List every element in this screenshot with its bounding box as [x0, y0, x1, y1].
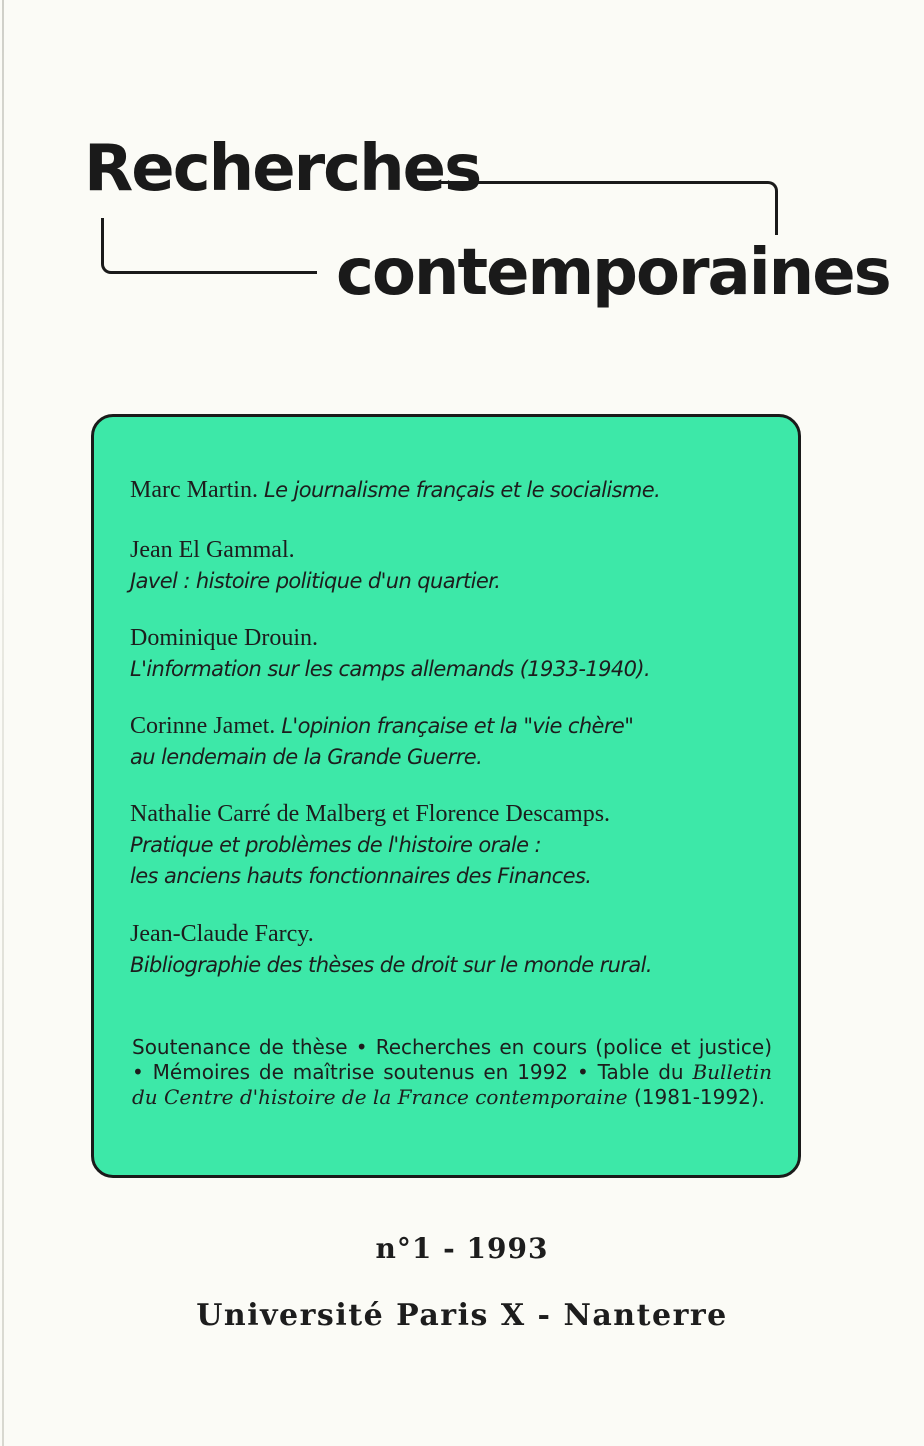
misc-text: Soutenance de thèse • Recherches en cours (police et justice) • Mémoires de maîtrise soutenus en 1992 • Table du	[132, 1035, 772, 1084]
entry-title-cont: les anciens hauts fonctionnaires des Finances.	[130, 864, 592, 888]
contents-entry	[130, 623, 790, 685]
contents-entry	[130, 799, 790, 892]
entry-title: L'information sur les camps allemands (1933-1940).	[130, 657, 651, 681]
contents-entry	[130, 919, 790, 981]
entry-title: Pratique et problèmes de l'histoire orale :	[130, 833, 542, 857]
entry-author: Nathalie Carré de Malberg et Florence Descamps.	[130, 801, 611, 827]
title-recherches: Recherches	[84, 132, 481, 206]
misc-bulletin-title: Bulletin du Centre d'histoire de la France contemporaine	[132, 1060, 772, 1109]
entry-author: Corinne Jamet.	[130, 713, 276, 739]
entry-author: Jean El Gammal.	[130, 537, 295, 563]
contents-entry	[130, 475, 790, 506]
misc-text-end: (1981-1992).	[627, 1085, 765, 1109]
contents-box	[91, 414, 801, 1178]
entry-title: L'opinion française et la "vie chère"	[281, 714, 634, 738]
contents-entry	[130, 711, 790, 773]
issue-number: n°1 - 1993	[375, 1232, 549, 1265]
entry-author: Dominique Drouin.	[130, 625, 318, 651]
entry-title: Javel : histoire politique d'un quartier.	[130, 569, 501, 593]
entry-title-cont: au lendemain de la Grande Guerre.	[130, 745, 483, 769]
misc-contents	[132, 1035, 772, 1110]
title-rule-bottom	[101, 218, 317, 274]
entry-title: Bibliographie des thèses de droit sur le monde rural.	[130, 953, 652, 977]
title-rule-top	[410, 181, 778, 235]
entry-title: Le journalisme français et le socialisme.	[263, 478, 661, 502]
page-edge	[2, 0, 4, 1446]
contents-entry	[130, 535, 790, 597]
entry-author: Jean-Claude Farcy.	[130, 921, 314, 947]
title-contemporaines: contemporaines	[336, 236, 890, 310]
entry-author: Marc Martin.	[130, 477, 258, 503]
publisher: Université Paris X - Nanterre	[196, 1298, 728, 1333]
